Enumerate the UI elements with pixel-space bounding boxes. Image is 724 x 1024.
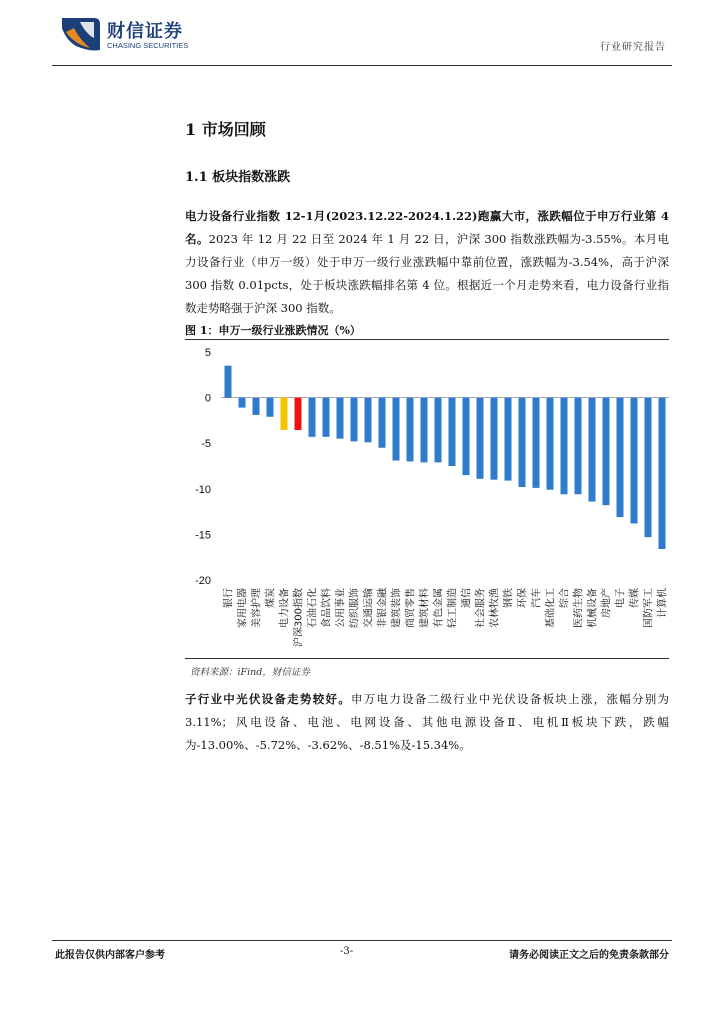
x-category-label: 基础化工 — [545, 588, 557, 628]
footer-disclaimer-right: 请务必阅读正文之后的免责条款部分 — [509, 950, 669, 961]
x-category-label: 传媒 — [629, 588, 641, 608]
bar-轻工制造 — [449, 398, 456, 466]
bar-房地产 — [603, 398, 610, 506]
x-category-label: 家用电器 — [237, 588, 249, 628]
bar-有色金属 — [435, 398, 442, 463]
x-category-label: 非银金融 — [377, 588, 389, 628]
x-category-label: 社会服务 — [475, 588, 487, 628]
logo-text-cn: 财信证券 — [107, 21, 183, 42]
bar-公用事业 — [337, 398, 344, 439]
x-category-label: 农林牧渔 — [489, 588, 501, 628]
paragraph-market-review — [185, 205, 669, 320]
bar-计算机 — [659, 398, 666, 549]
figure-title: 图 1：申万一级行业涨跌情况（%） — [185, 324, 361, 337]
x-category-label: 建筑材料 — [419, 588, 431, 628]
page-number: -3- — [340, 946, 354, 957]
section-heading: 1 市场回顾 — [185, 120, 266, 139]
bar-煤炭 — [267, 398, 274, 417]
bar-综合 — [561, 398, 568, 495]
bar-沪深300指数 — [295, 398, 302, 430]
x-category-label: 轻工制造 — [447, 588, 459, 628]
logo-text-en: CHASING SECURITIES — [107, 41, 189, 50]
industry-return-bar-chart — [185, 340, 669, 660]
x-category-label: 计算机 — [657, 588, 669, 618]
bar-电子 — [617, 398, 624, 517]
figure-source: 资料来源：iFind，财信证券 — [190, 667, 310, 678]
y-tick-label: -15 — [195, 529, 211, 542]
paragraph-body: 2023 年 12 月 22 日至 2024 年 1 月 22 日，沪深 300 指数涨跌幅为-3.55%。本月电力设备行业（申万一级）处于申万一级行业涨跌幅中靠前位置，涨跌幅为-3.54%，高于沪深 300 指数 0.01pcts，处于板块涨跌幅排名第 4 位。根据近一个月走势来看，电力设备行业指数走势略强于沪深 300 指数。 — [185, 232, 670, 315]
bar-环保 — [519, 398, 526, 487]
report-type-label: 行业研究报告 — [600, 42, 666, 53]
bar-电力设备 — [281, 398, 288, 430]
footer-disclaimer-left: 此报告仅供内部客户参考 — [55, 950, 165, 961]
bar-传媒 — [631, 398, 638, 524]
logo-mark-icon — [60, 14, 102, 56]
company-logo — [60, 14, 200, 56]
bar-建筑装饰 — [393, 398, 400, 461]
paragraph-subsector — [185, 688, 669, 757]
bar-商贸零售 — [407, 398, 414, 462]
bar-医药生物 — [575, 398, 582, 495]
bar-社会服务 — [477, 398, 484, 479]
bar-国防军工 — [645, 398, 652, 538]
x-category-label: 汽车 — [531, 588, 543, 608]
x-category-label: 公用事业 — [335, 588, 347, 628]
paragraph-lead: 电力设备行业指数 12-1月(2023.12.22-2024.1.22)跑赢大市，涨跌幅位于申万行业第 4 名。 — [185, 209, 669, 246]
bar-机械设备 — [589, 398, 596, 502]
x-category-label: 食品饮料 — [321, 588, 333, 628]
x-category-label: 美容护理 — [251, 588, 263, 628]
x-category-label: 机械设备 — [587, 588, 599, 628]
x-category-label: 纺织服饰 — [349, 588, 361, 628]
header-divider — [52, 65, 672, 66]
x-category-label: 银行 — [223, 588, 235, 608]
x-category-label: 钢铁 — [503, 588, 515, 608]
y-tick-label: 0 — [204, 392, 211, 405]
bar-建筑材料 — [421, 398, 428, 463]
x-category-label: 石油石化 — [307, 588, 319, 628]
x-category-label: 有色金属 — [433, 588, 445, 628]
x-category-label: 建筑装饰 — [391, 588, 403, 628]
y-tick-label: 5 — [204, 347, 211, 359]
y-tick-label: -20 — [195, 575, 211, 587]
footer-divider — [52, 940, 672, 941]
x-category-label: 沪深300指数 — [293, 588, 305, 648]
bar-石油石化 — [309, 398, 316, 437]
subsection-heading: 1.1 板块指数涨跌 — [185, 170, 291, 185]
bar-农林牧渔 — [491, 398, 498, 480]
bar-美容护理 — [253, 398, 260, 415]
x-category-label: 电子 — [615, 588, 627, 608]
x-category-label: 煤炭 — [265, 588, 277, 608]
paragraph-body: 申万电力设备二级行业中光伏设备板块上涨，涨幅分别为 3.11%；风电设备、电池、电网设备、其他电源设备Ⅱ、电机Ⅱ板块下跌，跌幅为-13.00%、-5.72%、-3.62%、-8.51%及-15.34%。 — [185, 692, 669, 752]
y-tick-label: -5 — [201, 438, 211, 451]
figure-bottom-rule — [185, 658, 669, 659]
bar-交通运输 — [365, 398, 372, 443]
bar-银行 — [225, 366, 232, 398]
x-category-label: 通信 — [461, 588, 473, 608]
bar-食品饮料 — [323, 398, 330, 437]
x-category-label: 医药生物 — [573, 588, 585, 628]
bar-家用电器 — [239, 398, 246, 408]
x-category-label: 环保 — [517, 588, 529, 608]
x-category-label: 房地产 — [601, 588, 613, 618]
x-category-label: 国防军工 — [643, 588, 655, 628]
x-category-label: 交通运输 — [363, 588, 375, 628]
x-category-label: 商贸零售 — [405, 588, 417, 628]
x-category-label: 电力设备 — [279, 588, 291, 628]
bar-汽车 — [533, 398, 540, 488]
bar-纺织服饰 — [351, 398, 358, 442]
paragraph-lead: 子行业中光伏设备走势较好。 — [185, 692, 352, 706]
bar-基础化工 — [547, 398, 554, 490]
bar-钢铁 — [505, 398, 512, 481]
y-tick-label: -10 — [195, 483, 211, 496]
x-category-label: 综合 — [559, 588, 571, 608]
bar-通信 — [463, 398, 470, 476]
bar-非银金融 — [379, 398, 386, 448]
